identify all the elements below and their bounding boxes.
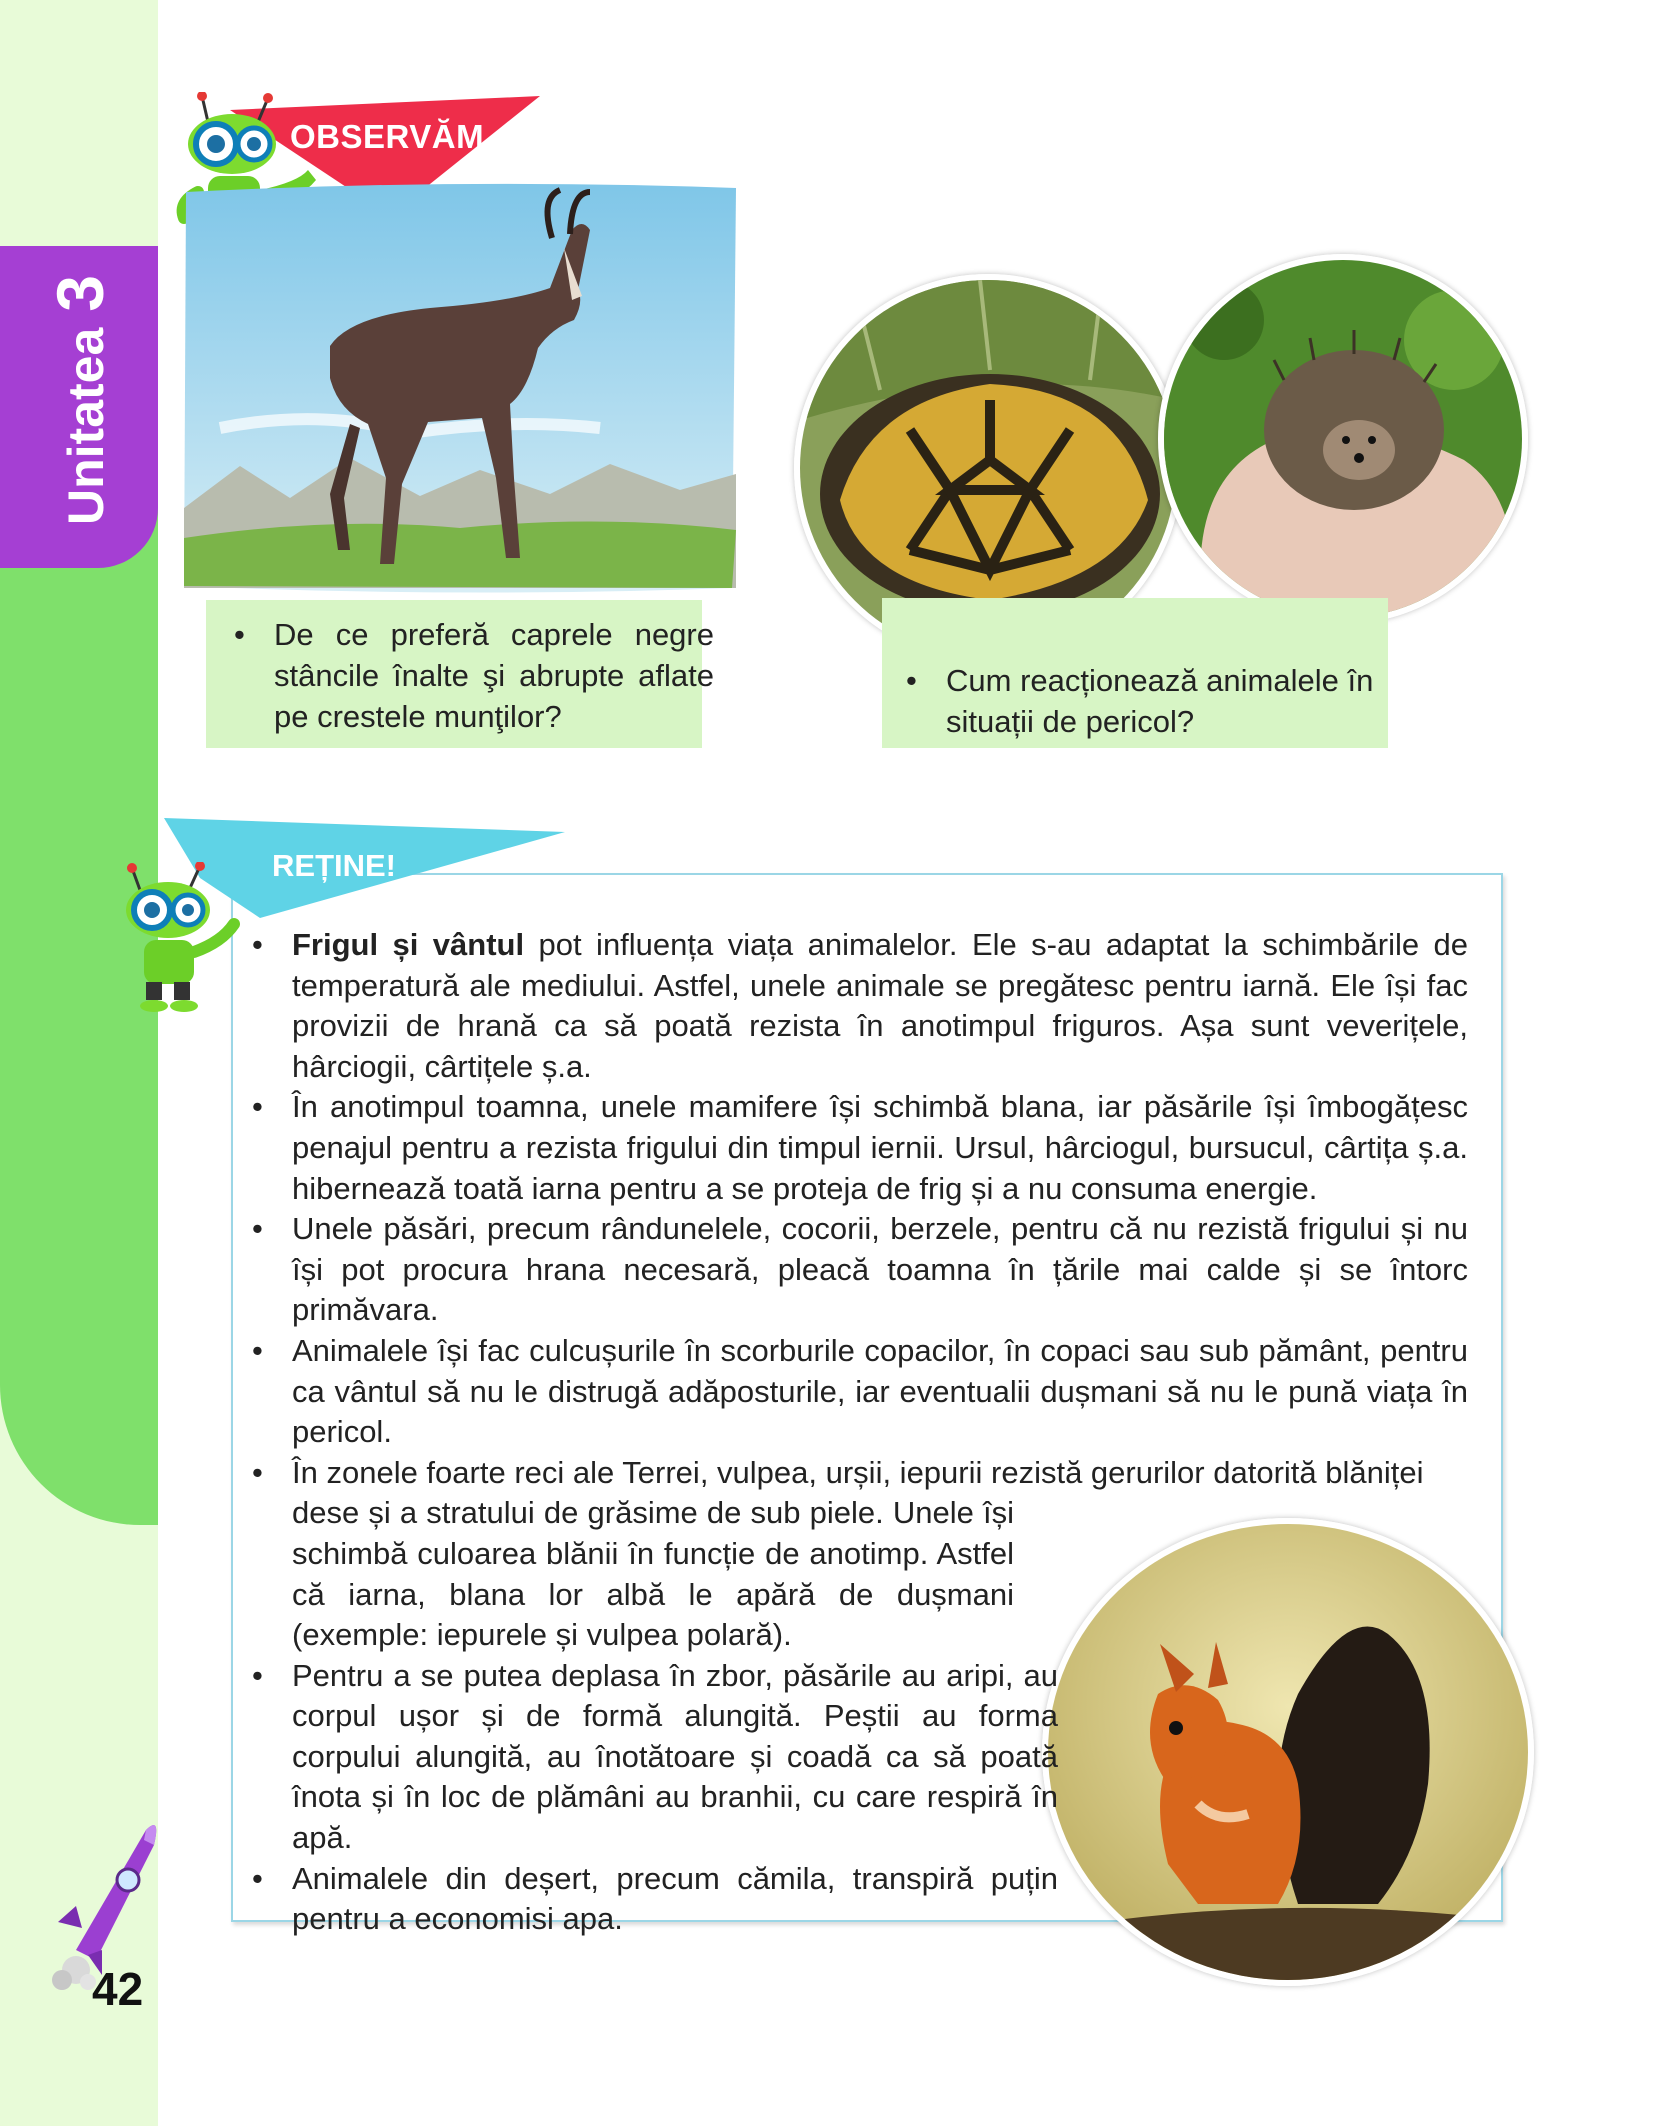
bullet-text: Animalele își fac culcușurile în scorburile copacilor, în copaci sau sub pământ, pentru ca vântul să nu le distrugă adăposturile, iar eventualii dușmani să nu le pună viața în pericol. <box>292 1332 1468 1450</box>
robot-mascot-icon <box>110 862 250 1022</box>
question-danger: Cum reacționează animalele în situații de pericol? <box>946 663 1374 739</box>
list-item <box>248 1209 1468 1331</box>
list-item <box>248 1453 1468 1656</box>
list-item <box>248 1087 1468 1209</box>
question-chamois: De ce preferă caprele negre stâncile înalte şi abrupte aflate pe crestele munţilor? <box>274 617 714 734</box>
retine-bullet-list <box>248 925 1468 1940</box>
bullet-icon: • <box>252 1211 263 1247</box>
bullet-icon: • <box>252 1089 263 1125</box>
bullet-text-wide: În zonele foarte reci ale Terrei, vulpea, urșii, iepurii rezistă gerurilor datorită blăniței <box>292 1454 1424 1490</box>
unit-number: 3 <box>43 275 118 312</box>
hedgehog-photo <box>1158 254 1528 624</box>
bullet-icon: • <box>252 1332 263 1368</box>
observam-title: OBSERVĂM <box>290 118 485 155</box>
bullet-text: Unele păsări, precum rândunelele, cocorii, berzele, pentru că nu rezistă frigului și nu își pot procura hrana necesară, pleacă toamna în țările mai calde și se întorc primăvara. <box>292 1211 1468 1328</box>
list-item <box>248 925 1468 1087</box>
bullet-icon: • <box>252 927 263 962</box>
bullet-icon: • <box>234 617 245 652</box>
list-item <box>248 1859 1058 1940</box>
unit-label-text: Unitatea <box>58 327 115 525</box>
page-number: 42 <box>92 1963 144 2015</box>
bullet-text: Pentru a se putea deplasa în zbor, păsările au aripi, au corpul ușor și de formă alungită. Peștii au forma corpului alungită, au înotătoare și coadă ca să poată înota și în loc de plămâni au branhii, cu care respiră în apă. <box>292 1657 1058 1856</box>
bullet-text-narrow: dese și a stratului de grăsime de sub piele. Unele își schimbă culoarea blănii în funcție de anotimp. Astfel că iarna, blana lor albă le apără de dușmani (exemple: iepurele și vulpea polară). <box>292 1495 1014 1653</box>
retine-title: REȚINE! <box>272 848 396 883</box>
bullet-icon: • <box>252 1657 263 1693</box>
bullet-text: pot influența viața animalelor. Ele s-au adaptat la schimbările de temperatură ale mediului. Astfel, unele animale se pregătesc pentru iarnă. Ele își fac provizii de hrană ca să poată rezista în anotimpul friguros. Așa sunt veverițele, hârciogii, cârtițele ș.a. <box>292 927 1469 1084</box>
list-item <box>248 1331 1468 1453</box>
observation-question-card-right <box>882 598 1388 748</box>
unit-label <box>20 270 140 530</box>
bullet-icon: • <box>252 1454 263 1490</box>
chamois-photo <box>180 178 740 598</box>
bullet-icon: • <box>252 1860 263 1896</box>
bullet-text: Animalele din deșert, precum cămila, transpiră puțin pentru a economisi apa. <box>292 1860 1058 1937</box>
bullet-text: În anotimpul toamna, unele mamifere își schimbă blana, iar păsările își îmbogățesc penajul pentru a rezista frigului din timpul iernii. Ursul, hârciogul, bursucul, cârtița ș.a. hibernează toată iarna pentru a se proteja de frig și a nu consuma energie. <box>292 1089 1468 1206</box>
list-item <box>248 1656 1058 1859</box>
bullet-icon: • <box>906 663 917 698</box>
observation-question-card-left <box>206 600 714 748</box>
bullet-lead: Frigul și vântul <box>292 927 525 962</box>
